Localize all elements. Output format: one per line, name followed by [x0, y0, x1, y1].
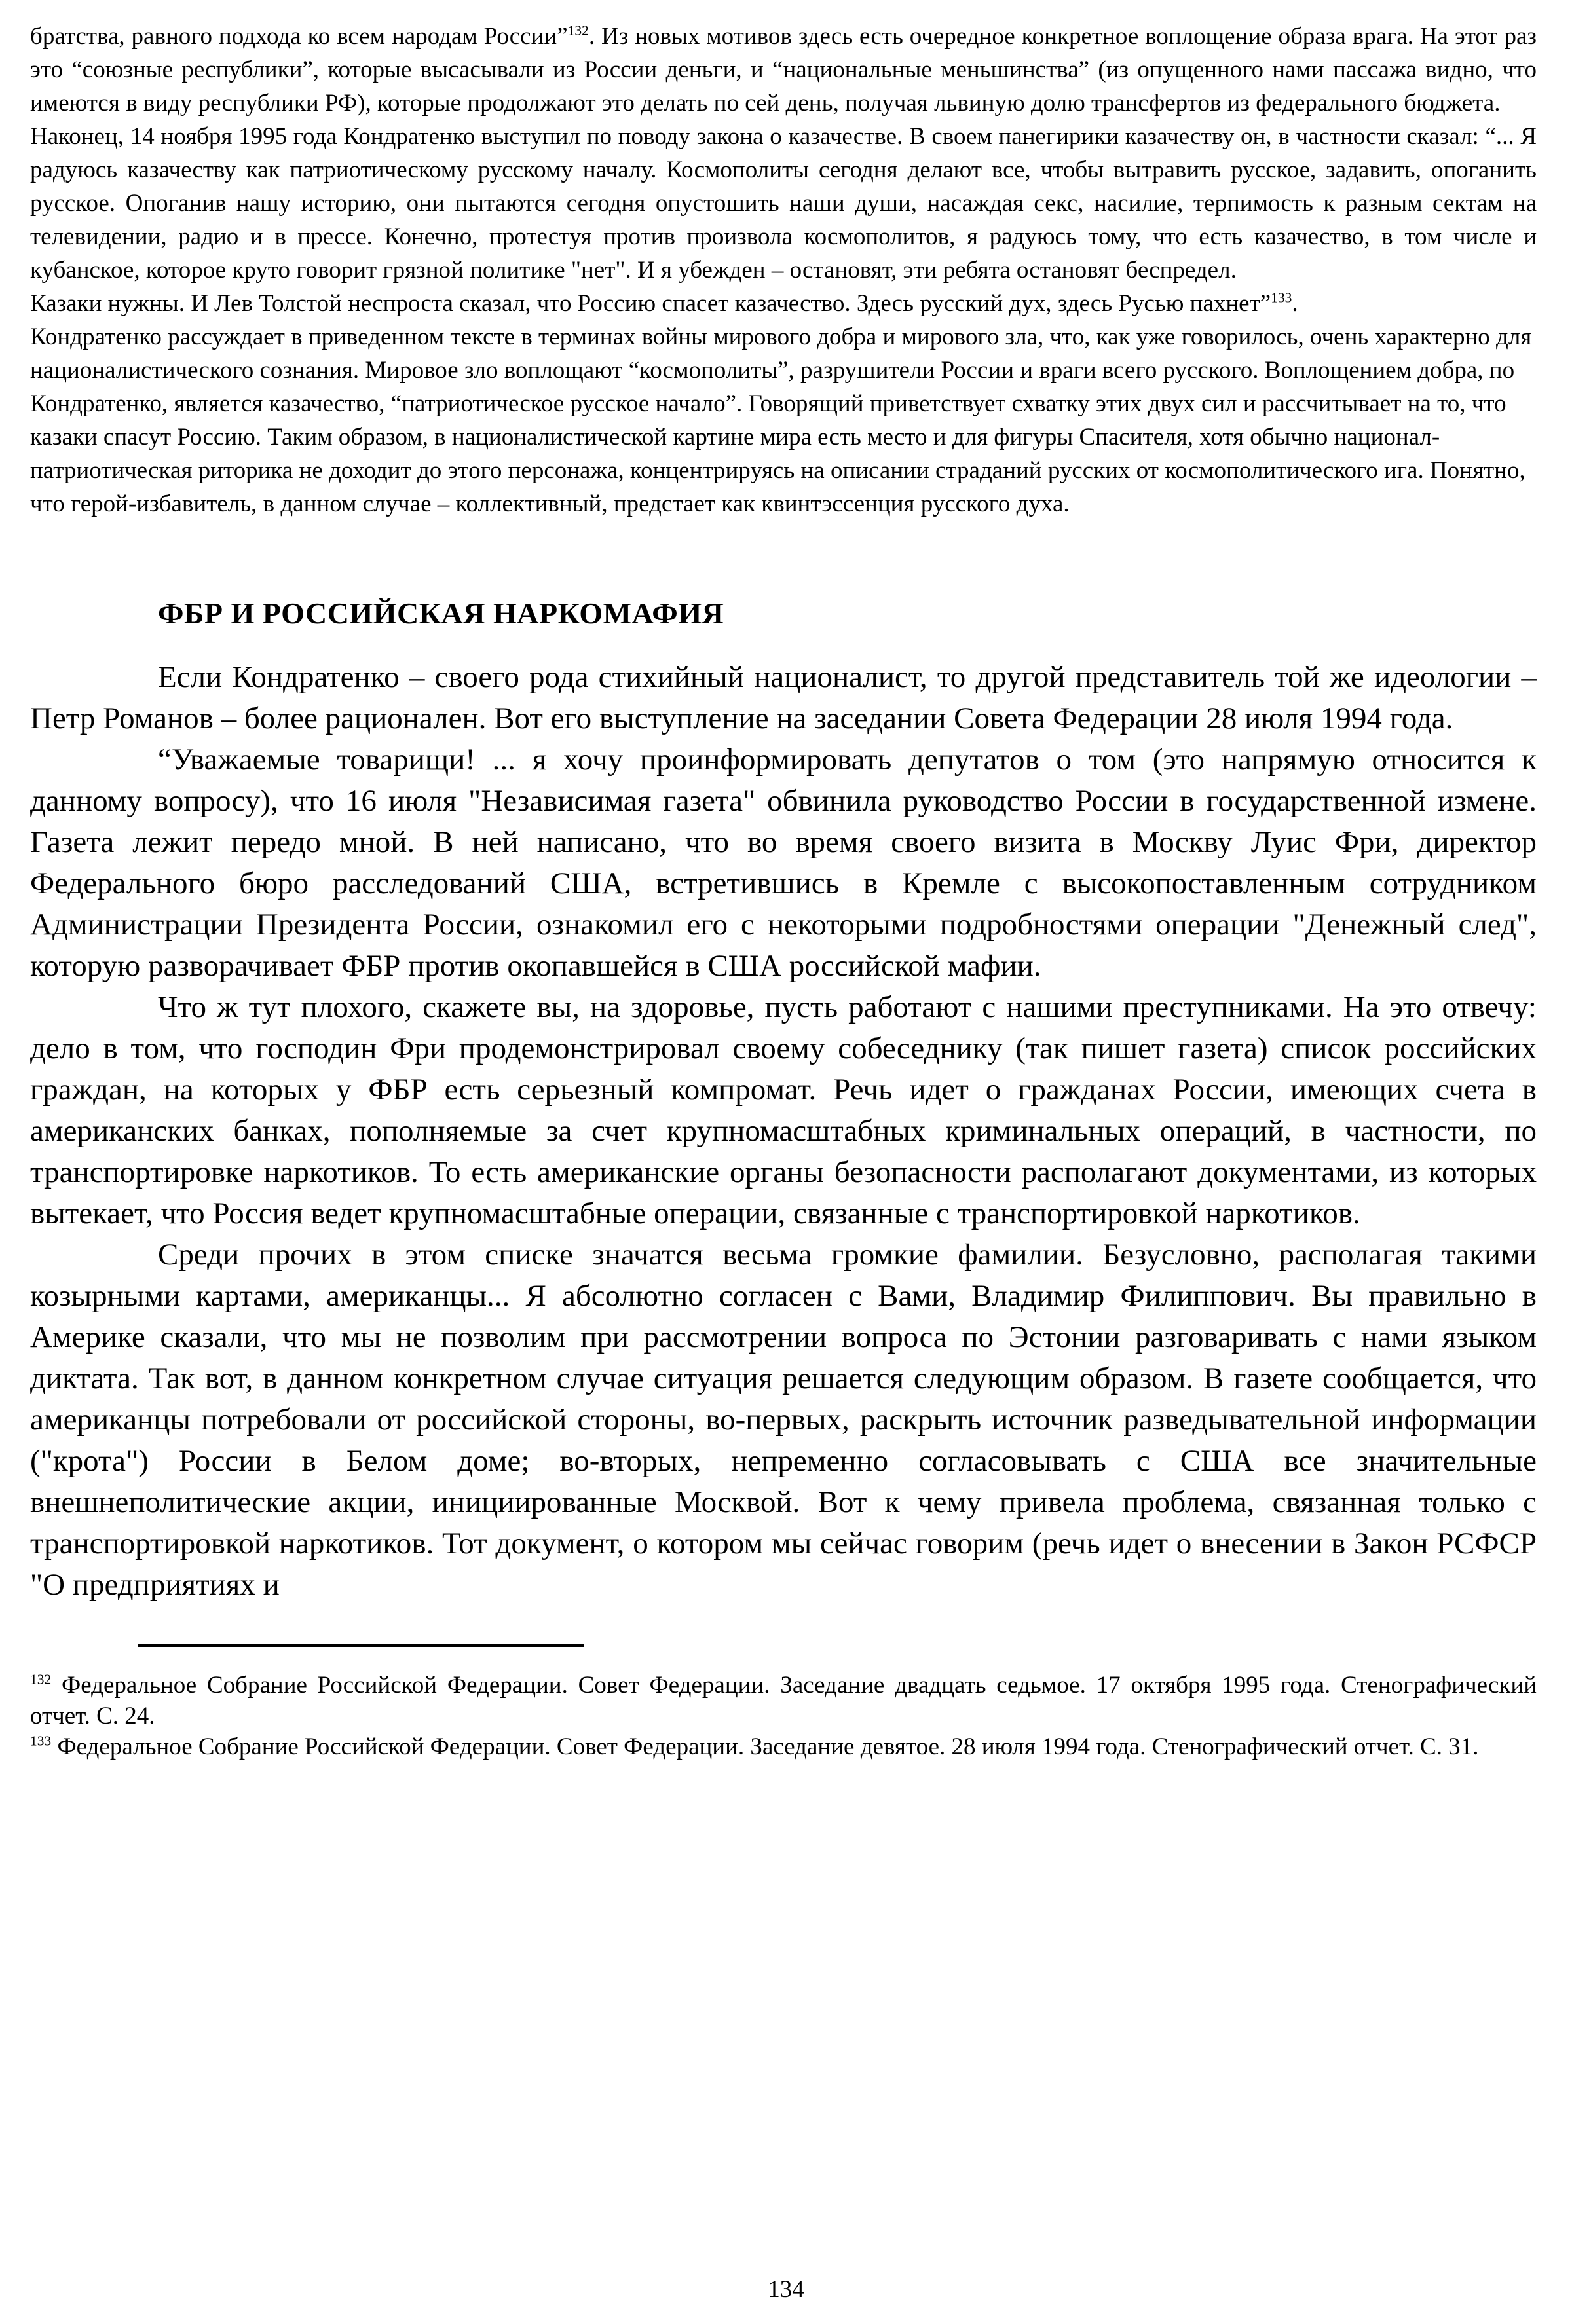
- paragraph: Среди прочих в этом списке значатся весьма громкие фамилии. Безусловно, располагая такими козырными картами, американцы... Я абсолютно согласен с Вами, Владимир Филиппович. Вы правильно в Америке сказали, что мы не позволим при рассмотрении вопроса по Эстонии разговаривать с нами языком диктата. Так вот, в данном конкретном случае ситуация решается следующим образом. В газете сообщается, что американцы потребовали от российской стороны, во-первых, раскрыть источник разведывательной информации ("крота") России в Белом доме; во-вторых, непременно согласовывать с США все значительные внешнеполитические акции, инициированные Москвой. Вот к чему привела проблема, связанная только с транспортировкой наркотиков. Тот документ, о котором мы сейчас говорим (речь идет о внесении в Закон РСФСР "О предприятиях и: [30, 1238, 1537, 1602]
- page-number: 134: [768, 2276, 804, 2303]
- paragraph: “Уважаемые товарищи! ... я хочу проинформировать депутатов о том (это напрямую относится к данному вопросу), что 16 июля "Независимая газета" обвинила руководство России в государственной измене. Газета лежит передо мной. В ней написано, что во время своего визита в Москву Луис Фри, директор Федерального бюро расследований США, встретившись в Кремле с высокопоставленным сотрудником Администрации Президента России, ознакомил его с некоторыми подробностями операции "Денежный след", которую разворачивает ФБР против окопавшейся в США российской мафии.: [30, 743, 1537, 983]
- paragraph-text-cont: .: [1292, 290, 1298, 317]
- paragraph: [30, 287, 1537, 320]
- footnote-text: Федеральное Собрание Российской Федерации. Совет Федерации. Заседание двадцать седьмое. 17 октября 1995 года. Стенографический отчет. С. 24.: [30, 1672, 1537, 1729]
- paragraph-text-cont: . Из новых мотивов здесь есть очередное конкретное воплощение образа врага. На этот раз это “союзные республики”, которые высасывали из России деньги, и “национальные меньшинства” (из опущенного нами пассажа видно, что имеются в виду республики РФ), которые продолжают это делать по сей день, получая львиную долю трансфертов из федерального бюджета.: [30, 23, 1537, 117]
- paragraph-text: Наконец, 14 ноября 1995 года Кондратенко выступил по поводу закона о казачестве. В своем панегирики казачеству он, в частности сказал: “... Я радуюсь казачеству как патриотическому русскому началу. Космополиты сегодня делают все, чтобы вытравить русское, задавить, опоганить русское. Опоганив нашу историю, они пытаются сегодня опустошить наши души, насаждая секс, насилие, терпимость к разным сектам на телевидении, радио и в прессе. Конечно, протестуя против произвола космополитов, я радуюсь тому, что есть казачество, в том числе и кубанское, которое круто говорит грязной политике "нет". И я убежден – остановят, эти ребята остановят беспредел.: [30, 123, 1537, 284]
- footnote-number: 133: [30, 1733, 52, 1749]
- paragraph-text: Казаки нужны. И Лев Толстой неспроста сказал, что Россию спасет казачество. Здесь русский дух, здесь Русью пахнет”: [30, 290, 1271, 317]
- footnote-ref-132[interactable]: 132: [567, 22, 589, 39]
- footnote-132: [30, 1670, 1537, 1731]
- footnote-number: 132: [30, 1671, 52, 1688]
- document-page: [30, 20, 1537, 1762]
- body-text: [30, 657, 1537, 1606]
- footnote-divider: [138, 1644, 584, 1647]
- paragraph: Если Кондратенко – своего рода стихийный националист, то другой представитель той же идеологии – Петр Романов – более рационален. Вот его выступление на заседании Совета Федерации 28 июля 1994 года.: [30, 660, 1537, 735]
- paragraph: [30, 20, 1537, 120]
- paragraph: [30, 120, 1537, 287]
- footnote-ref-133[interactable]: 133: [1271, 289, 1292, 306]
- paragraph: Что ж тут плохого, скажете вы, на здоровье, пусть работают с нашими преступниками. На это отвечу: дело в том, что господин Фри продемонстрировал своему собеседнику (так пишет газета) список российских граждан, на которых у ФБР есть серьезный компромат. Речь идет о гражданах России, имеющих счета в американских банках, пополняемые за счет крупномасштабных криминальных операций, в частности, по транспортировке наркотиков. То есть американские органы безопасности располагают документами, из которых вытекает, что Россия ведет крупномасштабные операции, связанные с транспортировкой наркотиков.: [30, 990, 1537, 1230]
- paragraph-text: братства, равного подхода ко всем народам России”: [30, 23, 568, 50]
- paragraph-text: Кондратенко рассуждает в приведенном тексте в терминах войны мирового добра и мирового зла, что, как уже говорилось, очень характерно для националистического сознания. Мировое зло воплощают “космополиты”, разрушители России и враги всего русского. Воплощением добра, по Кондратенко, является казачество, “патриотическое русское начало”. Говорящий приветствует схватку этих двух сил и рассчитывает на то, что казаки спасут Россию. Таким образом, в националистической картине мира есть место и для фигуры Спасителя, хотя обычно национал-патриотическая риторика не доходит до этого персонажа, концентрируясь на описании страданий русских от космополитического ига. Понятно, что герой-избавитель, в данном случае – коллективный, предстает как квинтэссенция русского духа.: [30, 323, 1532, 517]
- section-heading: ФБР И РОССИЙСКАЯ НАРКОМАФИЯ: [158, 597, 724, 630]
- paragraph: [30, 320, 1537, 521]
- footnote-text: Федеральное Собрание Российской Федерации. Совет Федерации. Заседание девятое. 28 июля 1994 года. Стенографический отчет. С. 31.: [51, 1733, 1479, 1760]
- footnote-133: [30, 1731, 1537, 1762]
- quote-block: [30, 20, 1537, 521]
- footnotes: [30, 1670, 1537, 1762]
